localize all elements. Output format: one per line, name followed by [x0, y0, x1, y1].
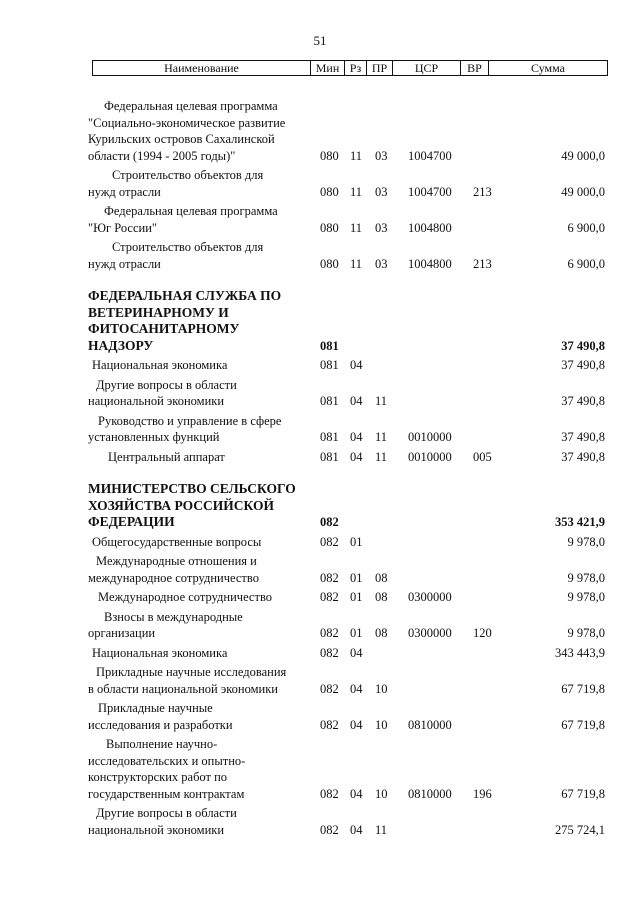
- row-min: 080: [320, 184, 339, 199]
- row-name: Взносы в международные организации: [88, 609, 243, 640]
- row-pr: 11: [375, 394, 388, 408]
- row-csr: 0300000: [408, 626, 452, 640]
- row-pr: 11: [375, 449, 388, 464]
- row-pr: 10: [375, 717, 388, 732]
- row-sum: 9 978,0: [567, 534, 605, 549]
- row-min: 080: [320, 220, 339, 235]
- row-sum: 9 978,0: [567, 590, 605, 604]
- row-name: Общегосударственные вопросы: [92, 534, 262, 549]
- row-name: Прикладные научные исследования и разработки: [88, 701, 233, 732]
- row-pr: 10: [375, 786, 388, 801]
- row-rz: 04: [350, 822, 363, 837]
- row-rz: 04: [350, 645, 363, 660]
- header-vr: ВР: [461, 61, 489, 75]
- row-csr: 0300000: [408, 590, 452, 604]
- row-sum: 49 000,0: [561, 148, 605, 163]
- row-sum: 67 719,8: [561, 717, 605, 732]
- row-sum: 275 724,1: [555, 822, 605, 837]
- row-min: 081: [320, 430, 339, 444]
- row-name: Строительство объектов для нужд отрасли: [88, 168, 264, 199]
- row-name: Прикладные научные исследования в области национальной экономики: [88, 665, 287, 696]
- row-sum: 37 490,8: [561, 358, 605, 372]
- table-row: [0, 167, 640, 200]
- row-sum: 37 490,8: [561, 338, 605, 353]
- row-min: 082: [320, 822, 339, 837]
- table-row: [0, 700, 640, 733]
- row-csr: 0810000: [408, 786, 452, 801]
- table-row-section: [0, 481, 640, 531]
- header-pr: ПР: [367, 61, 393, 75]
- table-row: [0, 609, 640, 642]
- row-sum: 67 719,8: [561, 786, 605, 801]
- table-row: [0, 98, 640, 164]
- table-row: [0, 239, 640, 272]
- row-min: 082: [320, 534, 339, 549]
- table-row: [0, 377, 640, 410]
- row-pr: 10: [375, 681, 388, 696]
- row-min: 082: [320, 645, 339, 660]
- row-min: 081: [320, 394, 339, 408]
- row-vr: 196: [473, 786, 492, 801]
- table-row: [0, 449, 640, 466]
- header-name: Наименование: [93, 61, 311, 75]
- row-rz: 01: [350, 626, 363, 640]
- row-csr: 1004700: [408, 184, 452, 199]
- table-row: [0, 645, 640, 662]
- table-row: [0, 357, 640, 374]
- row-name: Другие вопросы в области национальной экономики: [88, 806, 237, 837]
- table-row: [0, 203, 640, 236]
- row-sum: 353 421,9: [555, 515, 605, 529]
- row-min: 081: [320, 449, 339, 464]
- row-rz: 01: [350, 570, 363, 585]
- row-sum: 37 490,8: [561, 430, 605, 444]
- table-row: [0, 589, 640, 606]
- row-csr: 1004800: [408, 220, 452, 235]
- row-pr: 08: [375, 590, 388, 604]
- table-row: [0, 534, 640, 551]
- table-row-section: [0, 288, 640, 354]
- row-pr: 08: [375, 570, 388, 585]
- row-pr: 03: [375, 184, 388, 199]
- header-csr: ЦСР: [393, 61, 461, 75]
- row-rz: 11: [350, 220, 363, 235]
- table-row: [0, 736, 640, 802]
- row-min: 082: [320, 590, 339, 604]
- row-pr: 11: [375, 430, 388, 444]
- row-pr: 03: [375, 148, 388, 163]
- row-pr: 03: [375, 220, 388, 235]
- row-pr: 03: [375, 256, 388, 271]
- row-sum: 9 978,0: [567, 570, 605, 585]
- table-row: [0, 664, 640, 697]
- table-row: [0, 413, 640, 446]
- row-name: Федеральная целевая программа "Социально-экономическое развитие Курильских островов Сахалинской области (1994 - 2005 годы)": [88, 99, 286, 163]
- row-min: 082: [320, 515, 339, 529]
- row-name: Строительство объектов для нужд отрасли: [88, 240, 264, 271]
- row-rz: 04: [350, 717, 363, 732]
- row-name: Выполнение научно- исследовательских и опытно- конструкторских работ по государственным контрактам: [88, 737, 246, 801]
- row-rz: 04: [350, 394, 363, 408]
- row-min: 081: [320, 358, 339, 372]
- row-sum: 9 978,0: [567, 626, 605, 640]
- header-rz: Рз: [345, 61, 367, 75]
- row-rz: 11: [350, 256, 363, 271]
- row-name: Центральный аппарат: [108, 449, 225, 464]
- row-pr: 11: [375, 822, 388, 837]
- section-title: МИНИСТЕРСТВО СЕЛЬСКОГО ХОЗЯЙСТВА РОССИЙСКОЙ ФЕДЕРАЦИИ: [88, 481, 296, 529]
- header-sum: Сумма: [531, 61, 565, 75]
- row-rz: 04: [350, 681, 363, 696]
- section-title: ФЕДЕРАЛЬНАЯ СЛУЖБА ПО ВЕТЕРИНАРНОМУ И ФИТОСАНИТАРНОМУ НАДЗОРУ: [88, 288, 282, 353]
- row-min: 082: [320, 717, 339, 732]
- row-rz: 04: [350, 449, 363, 464]
- row-min: 081: [320, 338, 339, 353]
- row-min: 080: [320, 148, 339, 163]
- row-sum: 37 490,8: [561, 394, 605, 408]
- row-min: 080: [320, 256, 339, 271]
- row-rz: 11: [350, 148, 363, 163]
- row-rz: 04: [350, 358, 363, 372]
- row-name: Федеральная целевая программа "Юг России": [88, 204, 278, 235]
- table-header: [92, 60, 608, 76]
- row-name: Руководство и управление в сфере установленных функций: [88, 413, 282, 444]
- row-csr: 0810000: [408, 717, 452, 732]
- page-number: 51: [313, 33, 327, 48]
- row-sum: 49 000,0: [561, 184, 605, 199]
- row-csr: 0010000: [408, 449, 452, 464]
- row-csr: 1004800: [408, 256, 452, 271]
- row-vr: 213: [473, 184, 492, 199]
- row-vr: 213: [473, 256, 492, 271]
- row-min: 082: [320, 786, 339, 801]
- row-min: 082: [320, 626, 339, 640]
- row-sum: 37 490,8: [561, 449, 605, 464]
- row-name: Международное сотрудничество: [98, 590, 273, 604]
- table-row: [0, 805, 640, 838]
- row-rz: 04: [350, 430, 363, 444]
- table-body: [0, 98, 640, 841]
- row-pr: 08: [375, 626, 388, 640]
- row-name: Национальная экономика: [92, 645, 228, 660]
- row-rz: 01: [350, 590, 363, 604]
- row-sum: 343 443,9: [555, 645, 605, 660]
- row-min: 082: [320, 681, 339, 696]
- row-sum: 6 900,0: [567, 220, 605, 235]
- header-min: Мин: [311, 61, 345, 75]
- row-rz: 01: [350, 534, 363, 549]
- row-vr: 005: [473, 449, 492, 464]
- row-csr: 1004700: [408, 148, 452, 163]
- row-rz: 04: [350, 786, 363, 801]
- row-min: 082: [320, 570, 339, 585]
- row-name: Другие вопросы в области национальной экономики: [88, 377, 237, 408]
- table-row: [0, 553, 640, 586]
- row-name: Национальная экономика: [92, 358, 228, 372]
- row-csr: 0010000: [408, 430, 452, 444]
- row-sum: 6 900,0: [567, 256, 605, 271]
- row-vr: 120: [473, 626, 492, 640]
- row-rz: 11: [350, 184, 363, 199]
- row-sum: 67 719,8: [561, 681, 605, 696]
- row-name: Международные отношения и международное сотрудничество: [88, 554, 259, 585]
